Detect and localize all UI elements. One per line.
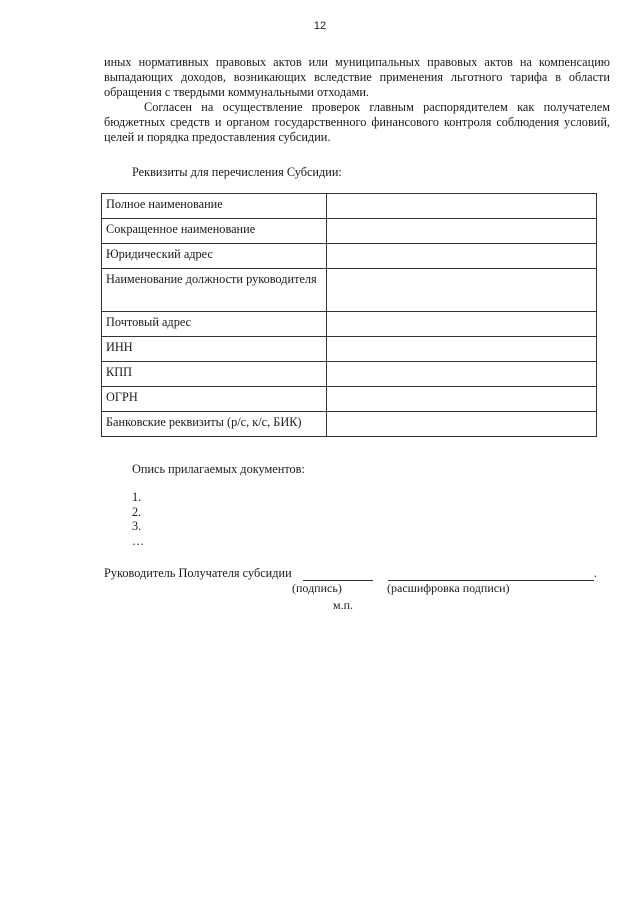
requisite-label: Почтовый адрес bbox=[102, 312, 327, 337]
list-item: 3. bbox=[132, 519, 142, 533]
table-row bbox=[102, 337, 597, 362]
requisite-value[interactable] bbox=[327, 269, 597, 312]
requisites-table bbox=[101, 193, 597, 437]
requisite-value[interactable] bbox=[327, 362, 597, 387]
requisite-label: Юридический адрес bbox=[102, 244, 327, 269]
requisite-label: Полное наименование bbox=[102, 194, 327, 219]
requisite-value[interactable] bbox=[327, 219, 597, 244]
signature-field[interactable] bbox=[303, 568, 373, 581]
signature-line bbox=[104, 566, 624, 581]
inventory-caption: Опись прилагаемых документов: bbox=[132, 462, 305, 476]
list-item: 2. bbox=[132, 504, 142, 519]
table-row bbox=[102, 362, 597, 387]
requisite-value[interactable] bbox=[327, 412, 597, 437]
table-row bbox=[102, 244, 597, 269]
inventory-list bbox=[132, 490, 144, 548]
list-item: … bbox=[132, 533, 145, 548]
requisite-label: Сокращенное наименование bbox=[102, 219, 327, 244]
table-row bbox=[102, 269, 597, 312]
requisite-label: ОГРН bbox=[102, 387, 327, 412]
paragraph-consent: Согласен на осуществление проверок главным распорядителем как получателем бюджетных средств и органом государственного финансового контроля соблюдения условий, целей и порядка предоставления субсидии. bbox=[104, 100, 610, 144]
requisite-label: Наименование должности руководителя bbox=[102, 269, 327, 312]
paragraph-continuation: иных нормативных правовых актов или муниципальных правовых актов на компенсацию выпадающих доходов, возникающих вследствие применения льготного тарифа в области обращения с твердыми коммунальными отходами. bbox=[104, 55, 610, 99]
signature-caption: (подпись) bbox=[292, 581, 342, 595]
table-row bbox=[102, 412, 597, 437]
table-row bbox=[102, 312, 597, 337]
requisite-value[interactable] bbox=[327, 387, 597, 412]
requisite-value[interactable] bbox=[327, 194, 597, 219]
requisite-label: Банковские реквизиты (р/с, к/с, БИК) bbox=[102, 412, 327, 437]
requisite-label: КПП bbox=[102, 362, 327, 387]
requisite-value[interactable] bbox=[327, 312, 597, 337]
requisite-value[interactable] bbox=[327, 244, 597, 269]
stamp-place: м.п. bbox=[333, 598, 354, 612]
table-row bbox=[102, 194, 597, 219]
page-number: 12 bbox=[313, 20, 327, 32]
table-row bbox=[102, 219, 597, 244]
list-item: 1. bbox=[132, 490, 142, 504]
requisite-label: ИНН bbox=[102, 337, 327, 362]
requisites-caption: Реквизиты для перечисления Субсидии: bbox=[132, 165, 342, 179]
signature-decode-field[interactable] bbox=[388, 568, 594, 581]
signature-decode-caption: (расшифровка подписи) bbox=[387, 581, 510, 595]
signature-trailing: . bbox=[593, 566, 597, 580]
table-row bbox=[102, 387, 597, 412]
signature-label: Руководитель Получателя субсидии bbox=[104, 566, 292, 580]
requisite-value[interactable] bbox=[327, 337, 597, 362]
